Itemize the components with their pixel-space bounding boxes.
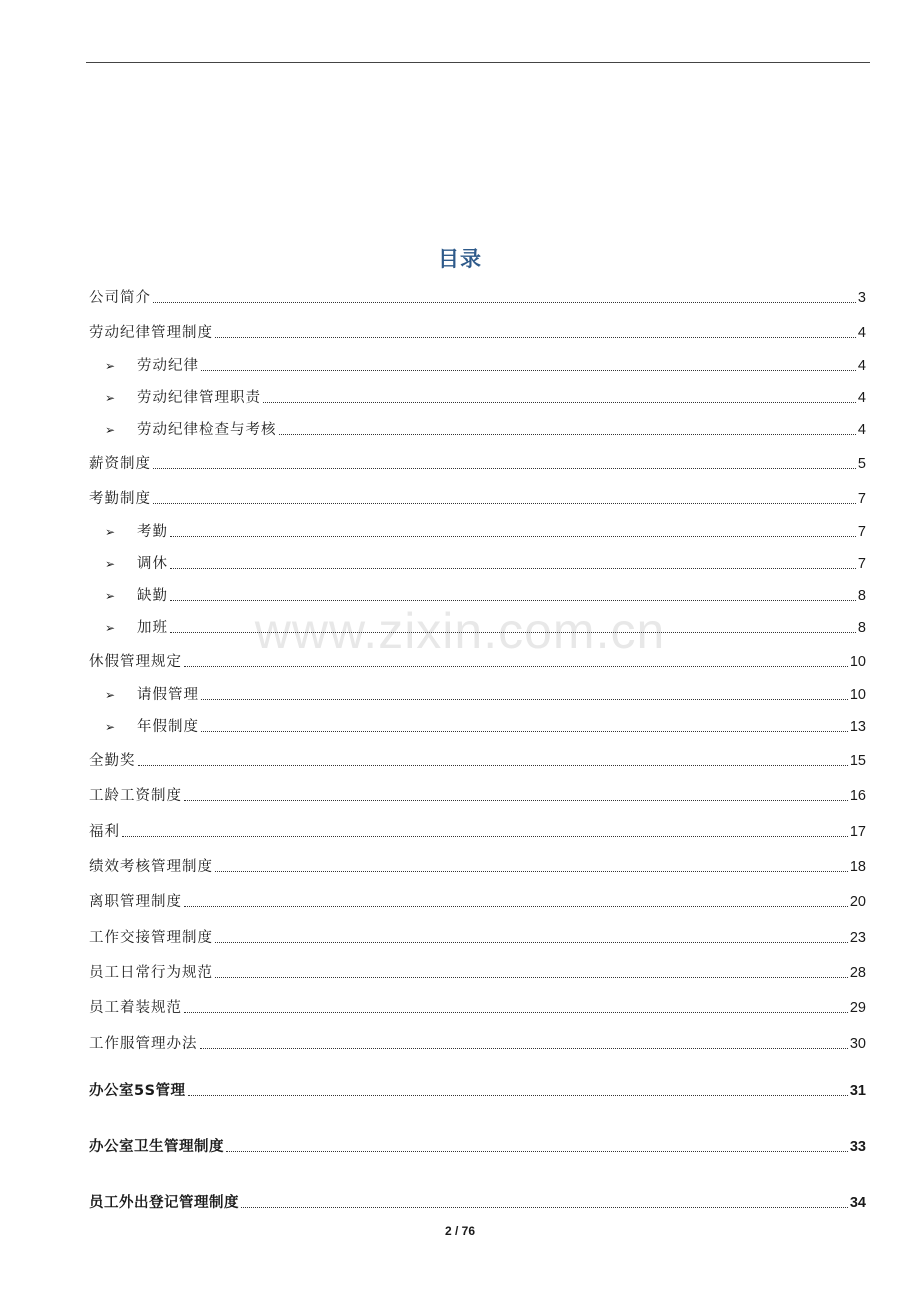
toc-entry-page: 5 bbox=[857, 456, 866, 472]
dot-leader bbox=[279, 433, 856, 435]
toc-entry-page: 16 bbox=[849, 788, 866, 804]
header-rule bbox=[86, 62, 870, 63]
toc-entry-page: 4 bbox=[857, 422, 866, 438]
dot-leader bbox=[122, 835, 848, 837]
toc-entry-page: 3 bbox=[857, 290, 866, 306]
dot-leader bbox=[215, 870, 848, 872]
toc-entry[interactable] bbox=[89, 822, 866, 842]
dot-leader bbox=[226, 1150, 848, 1152]
dot-leader bbox=[153, 467, 856, 469]
toc-entry-label: 劳动纪律检查与考核 bbox=[137, 422, 277, 438]
toc-subentry[interactable] bbox=[105, 388, 866, 408]
toc-entry-page: 8 bbox=[857, 620, 866, 636]
toc-title: 目录 bbox=[438, 247, 482, 271]
dot-leader bbox=[184, 1011, 848, 1013]
arrowhead-bullet-icon: ➢ bbox=[105, 391, 117, 405]
toc-entry-label: 工作服管理办法 bbox=[89, 1036, 198, 1052]
dot-leader bbox=[241, 1206, 848, 1208]
arrowhead-bullet-icon: ➢ bbox=[105, 621, 117, 635]
toc-entry-page: 15 bbox=[849, 753, 866, 769]
toc-entry-label: 员工外出登记管理制度 bbox=[89, 1195, 239, 1211]
toc-entry-label: 调休 bbox=[137, 556, 168, 572]
toc-entry-page: 23 bbox=[849, 930, 866, 946]
toc-entry-label: 劳动纪律管理制度 bbox=[89, 325, 213, 341]
toc-entry-page: 7 bbox=[857, 556, 866, 572]
toc-entry-label: 年假制度 bbox=[137, 719, 199, 735]
toc-entry-page: 34 bbox=[849, 1195, 866, 1211]
toc-entry-page: 13 bbox=[849, 719, 866, 735]
arrowhead-bullet-icon: ➢ bbox=[105, 423, 117, 437]
toc-entry[interactable] bbox=[89, 928, 866, 948]
toc-entry-page: 7 bbox=[857, 524, 866, 540]
toc-entry-page: 20 bbox=[849, 894, 866, 910]
watermark: www.zixin.com.cn bbox=[254, 603, 666, 659]
toc-entry-page: 33 bbox=[849, 1139, 866, 1155]
dot-leader bbox=[200, 1047, 848, 1049]
toc-entry-page: 10 bbox=[849, 654, 866, 670]
page-indicator: 2 / 76 bbox=[444, 1224, 476, 1238]
dot-leader bbox=[188, 1094, 848, 1096]
dot-leader bbox=[215, 941, 848, 943]
toc-entry[interactable] bbox=[89, 1137, 866, 1157]
toc-entry-label: 加班 bbox=[137, 620, 168, 636]
toc-entry-label: 休假管理规定 bbox=[89, 654, 182, 670]
toc-entry[interactable] bbox=[89, 857, 866, 877]
toc-entry-page: 30 bbox=[849, 1036, 866, 1052]
toc-entry[interactable] bbox=[89, 786, 866, 806]
toc-entry-page: 29 bbox=[849, 1000, 866, 1016]
dot-leader bbox=[184, 799, 848, 801]
toc-subentry[interactable] bbox=[105, 717, 866, 737]
toc-entry[interactable] bbox=[89, 288, 866, 308]
toc-entry-page: 31 bbox=[849, 1083, 866, 1099]
toc-entry-page: 10 bbox=[849, 687, 866, 703]
toc-entry-label: 薪资制度 bbox=[89, 456, 151, 472]
toc-entry-page: 7 bbox=[857, 491, 866, 507]
toc-entry-page: 4 bbox=[857, 325, 866, 341]
toc-subentry[interactable] bbox=[105, 685, 866, 705]
dot-leader bbox=[170, 535, 856, 537]
toc-entry-label: 缺勤 bbox=[137, 588, 168, 604]
toc-entry-label: 工龄工资制度 bbox=[89, 788, 182, 804]
toc-entry-page: 4 bbox=[857, 358, 866, 374]
toc-entry-label: 员工日常行为规范 bbox=[89, 965, 213, 981]
toc-entry-label: 考勤制度 bbox=[89, 491, 151, 507]
dot-leader bbox=[138, 764, 848, 766]
toc-entry[interactable] bbox=[89, 489, 866, 509]
toc-subentry[interactable] bbox=[105, 420, 866, 440]
dot-leader bbox=[215, 976, 848, 978]
dot-leader bbox=[153, 502, 856, 504]
arrowhead-bullet-icon: ➢ bbox=[105, 359, 117, 373]
arrowhead-bullet-icon: ➢ bbox=[105, 525, 117, 539]
dot-leader bbox=[184, 665, 848, 667]
toc-entry[interactable] bbox=[89, 998, 866, 1018]
toc-entry-label: 考勤 bbox=[137, 524, 168, 540]
dot-leader bbox=[184, 905, 848, 907]
toc-entry-label: 公司简介 bbox=[89, 290, 151, 306]
dot-leader bbox=[201, 730, 848, 732]
dot-leader bbox=[215, 336, 856, 338]
toc-entry-label: 请假管理 bbox=[137, 687, 199, 703]
dot-leader bbox=[170, 599, 856, 601]
dot-leader bbox=[201, 698, 848, 700]
toc-entry[interactable] bbox=[89, 323, 866, 343]
toc-entry[interactable] bbox=[89, 1081, 866, 1101]
toc-entry-page: 28 bbox=[849, 965, 866, 981]
toc-subentry[interactable] bbox=[105, 586, 866, 606]
dot-leader bbox=[153, 301, 856, 303]
toc-entry-label: 办公室卫生管理制度 bbox=[89, 1139, 224, 1155]
toc-entry-label: 全勤奖 bbox=[89, 753, 136, 769]
toc-entry-label: 工作交接管理制度 bbox=[89, 930, 213, 946]
toc-subentry[interactable] bbox=[105, 554, 866, 574]
arrowhead-bullet-icon: ➢ bbox=[105, 589, 117, 603]
toc-entry-label: 员工着装规范 bbox=[89, 1000, 182, 1016]
toc-entry-page: 18 bbox=[849, 859, 866, 875]
toc-entry-label: 绩效考核管理制度 bbox=[89, 859, 213, 875]
toc-entry-label: 劳动纪律管理职责 bbox=[137, 390, 261, 406]
toc-entry[interactable] bbox=[89, 963, 866, 983]
toc-subentry[interactable] bbox=[105, 618, 866, 638]
toc-entry-page: 8 bbox=[857, 588, 866, 604]
toc-subentry[interactable] bbox=[105, 522, 866, 542]
toc-entry[interactable] bbox=[89, 1034, 866, 1054]
toc-entry[interactable] bbox=[89, 454, 866, 474]
dot-leader bbox=[170, 567, 856, 569]
toc-entry[interactable] bbox=[89, 751, 866, 771]
dot-leader bbox=[263, 401, 856, 403]
dot-leader bbox=[170, 631, 856, 633]
toc-entry[interactable] bbox=[89, 652, 866, 672]
dot-leader bbox=[201, 369, 856, 371]
toc-entry-page: 4 bbox=[857, 390, 866, 406]
arrowhead-bullet-icon: ➢ bbox=[105, 557, 117, 571]
toc-subentry[interactable] bbox=[105, 356, 866, 376]
toc-entry-label: 劳动纪律 bbox=[137, 358, 199, 374]
toc-entry[interactable] bbox=[89, 1193, 866, 1213]
toc-entry-label: 办公室5S管理 bbox=[89, 1083, 186, 1099]
toc-entry[interactable] bbox=[89, 892, 866, 912]
toc-entry-label: 离职管理制度 bbox=[89, 894, 182, 910]
arrowhead-bullet-icon: ➢ bbox=[105, 720, 117, 734]
toc-entry-label: 福利 bbox=[89, 824, 120, 840]
arrowhead-bullet-icon: ➢ bbox=[105, 688, 117, 702]
toc-entry-page: 17 bbox=[849, 824, 866, 840]
